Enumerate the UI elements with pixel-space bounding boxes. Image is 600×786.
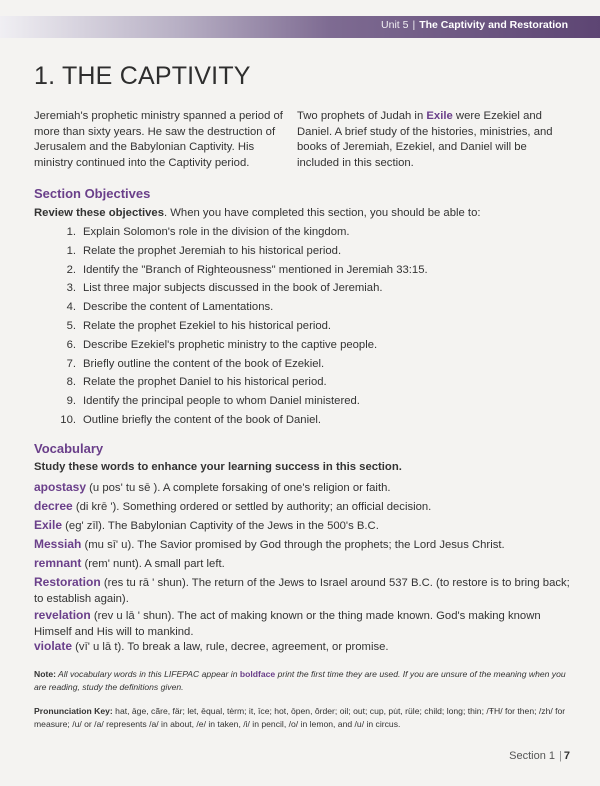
objective-text: List three major subjects discussed in the book of Jeremiah.	[83, 282, 383, 295]
objectives-lead	[34, 207, 574, 219]
note-boldface-word: boldface	[239, 669, 276, 679]
vocab-definition: (mu sī' u). The Savior promised by God through the prophets; the Lord Jesus Christ.	[81, 539, 505, 551]
objectives-lead-bold: Review these objectives	[34, 207, 164, 219]
objective-text: Describe the content of Lamentations.	[83, 301, 274, 314]
note-label: Note:	[34, 669, 56, 679]
objective-number: 4.	[66, 301, 76, 314]
objective-text: Explain Solomon's role in the division of the kingdom.	[83, 226, 350, 238]
vocab-term: remnant	[34, 556, 82, 570]
objective-text: Outline briefly the content of the book of Daniel.	[83, 413, 322, 426]
vocab-definition: (rem' nunt). A small part left.	[81, 558, 225, 570]
unit-header-bar	[0, 16, 600, 38]
objective-number: 6.	[66, 338, 76, 351]
objectives-lead-rest: . When you have completed this section, you should be able to:	[163, 207, 481, 219]
vocabulary-heading: Vocabulary	[34, 441, 104, 456]
objective-item	[50, 358, 428, 377]
vocab-definition: (vī' u lā t). To break a law, rule, decree, agreement, or promise.	[72, 641, 389, 653]
vocabulary-lead: Study these words to enhance your learning success in this section.	[34, 461, 402, 473]
vocab-entry	[34, 575, 570, 607]
pronunciation-label: Pronunciation Key:	[34, 706, 113, 716]
vocab-entry	[34, 480, 570, 497]
objective-item	[50, 339, 428, 358]
vocab-term: decree	[34, 499, 73, 513]
objective-item	[50, 226, 428, 245]
vocab-entry	[34, 537, 570, 554]
page-number: 7	[563, 750, 570, 762]
vocab-definition: (res tu rā ' shun). The return of the Jews to Israel around 537 B.C. (to restore is to bring back; to establish again).	[34, 577, 570, 605]
vocab-entry	[34, 639, 570, 656]
objective-item	[50, 264, 428, 283]
intro-right-after: were Ezekiel and Daniel. A brief study of the histories, ministries, and books of Jeremiah, Ezekiel, and Daniel will be included in this section.	[297, 110, 553, 169]
objective-item	[50, 301, 428, 320]
objective-item	[50, 395, 428, 414]
section-objectives-heading: Section Objectives	[34, 186, 151, 201]
unit-label: Unit 5	[381, 19, 409, 31]
vocab-term: Exile	[34, 518, 63, 532]
objectives-list	[50, 226, 428, 433]
objective-item	[50, 414, 428, 433]
objective-number: 7.	[66, 357, 76, 370]
objective-number: 3.	[66, 282, 76, 295]
footer-section-label: Section 1	[509, 750, 556, 762]
intro-right-before: Two prophets of Judah in	[297, 110, 427, 122]
objective-item	[50, 282, 428, 301]
vocab-term: Messiah	[34, 537, 82, 551]
vocab-entry	[34, 608, 570, 640]
vocab-term: violate	[34, 639, 73, 653]
objective-number: 1.	[66, 226, 76, 238]
objective-text: Identify the "Branch of Righteousness" mentioned in Jeremiah 33:15.	[83, 263, 428, 276]
pronunciation-key	[34, 705, 574, 730]
intro-paragraph-left: Jeremiah's prophetic ministry spanned a period of more than sixty years. He saw the destruction of Jerusalem and the Babylonian Captivity. His ministry continued into the Captivity period.	[34, 110, 283, 169]
objective-text: Identify the principal people to whom Daniel ministered.	[83, 395, 360, 408]
objective-number: 8.	[66, 376, 76, 389]
vocab-term: revelation	[34, 608, 91, 622]
objective-item	[50, 320, 428, 339]
note-after: print the first time they are used. If you are unsure of the meaning when you are reading, study the definitions given.	[34, 669, 566, 692]
objective-text: Relate the prophet Jeremiah to his historical period.	[83, 244, 342, 257]
vocab-definition: (u pos' tu sē ). A complete forsaking of one's religion or faith.	[86, 482, 391, 494]
vocab-definition: (eg' zīl). The Babylonian Captivity of the Jews in the 500's B.C.	[62, 520, 379, 532]
objective-text: Briefly outline the content of the book of Ezekiel.	[83, 357, 325, 370]
vocab-definition: (rev u lā ' shun). The act of making known or the thing made known. God's making known Himself and His will to mankind.	[34, 610, 541, 638]
vocab-entry	[34, 556, 570, 573]
pronunciation-text: hat, āge, cãre, fär; let, ēqual, tėrm; it, īce; hot, ōpen, ôrder; oil; out; cup, pu̇t, rüle; child; long; thin; /ŦH/ for then; /zh/ for measure; /u/ or /a/ represents /a/ in about, /e/ in taken, /i/ in pencil, /o/ in lemon, and /u/ in circus.	[34, 706, 566, 729]
vocab-term: apostasy	[34, 480, 87, 494]
objective-item	[50, 245, 428, 264]
unit-title: The Captivity and Restoration	[419, 19, 568, 31]
footer-separator: |	[559, 750, 562, 762]
page-footer	[509, 750, 570, 762]
objective-number: 5.	[66, 319, 76, 332]
vocab-definition: (di krē '). Something ordered or settled by authority; an official decision.	[72, 501, 432, 513]
vocab-entry	[34, 518, 570, 535]
vocab-term: Restoration	[34, 575, 101, 589]
intro-paragraph-right	[297, 109, 565, 171]
objective-text: Relate the prophet Daniel to his historical period.	[83, 376, 327, 389]
header-separator: |	[412, 19, 416, 31]
note-before: All vocabulary words in this LIFEPAC appear in	[55, 669, 240, 679]
objective-text: Relate the prophet Ezekiel to his historical period.	[83, 319, 332, 332]
page-title: 1. THE CAPTIVITY	[34, 62, 251, 90]
objective-text: Describe Ezekiel's prophetic ministry to the captive people.	[83, 338, 378, 351]
objective-number: 1.	[66, 244, 76, 257]
vocabulary-note	[34, 668, 570, 693]
objective-number: 9.	[66, 395, 76, 408]
vocab-entry	[34, 499, 570, 516]
objective-item	[50, 376, 428, 395]
objective-number: 10.	[60, 413, 76, 426]
unit-header-text	[381, 19, 568, 31]
intro-term-exile: Exile	[426, 110, 453, 122]
objective-number: 2.	[66, 263, 76, 276]
